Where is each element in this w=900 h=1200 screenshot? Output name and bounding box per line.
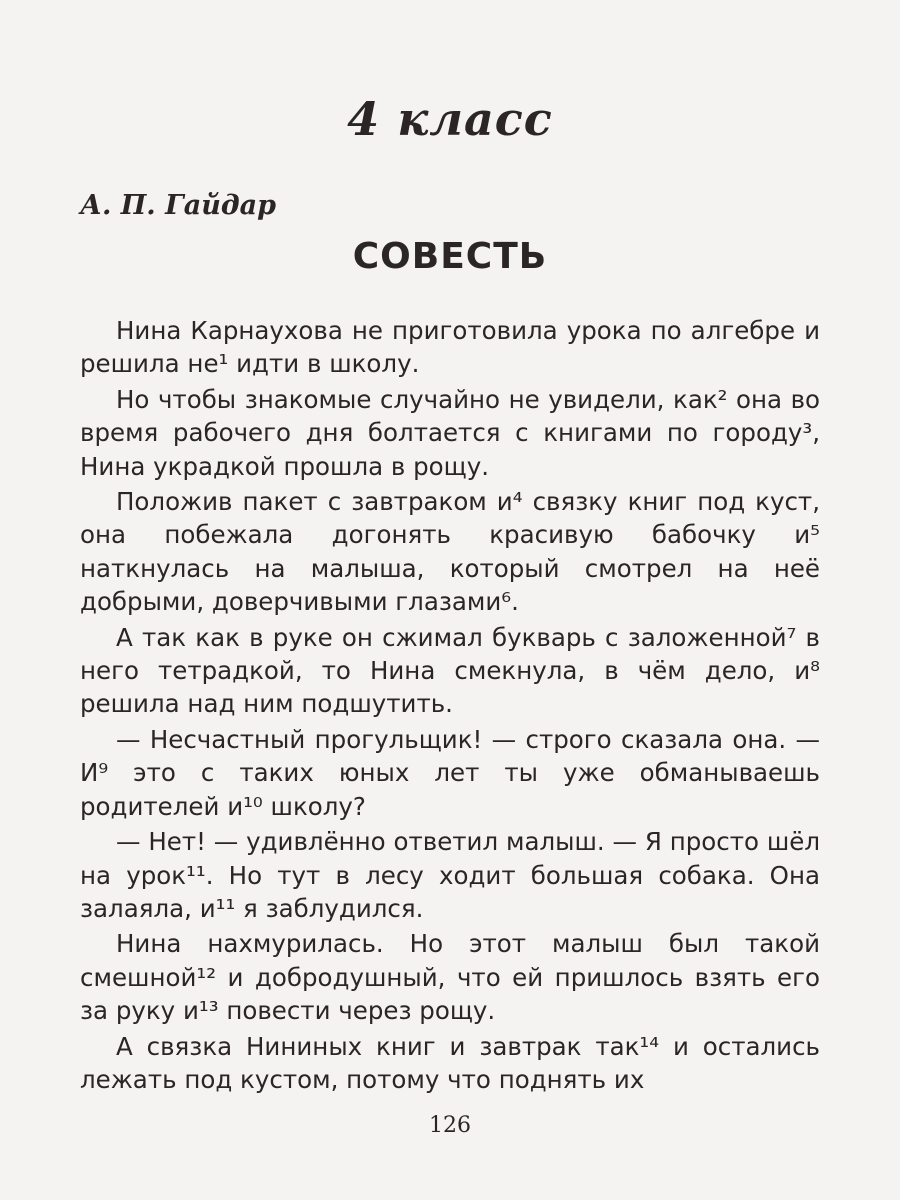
grade-heading: 4 класс <box>347 92 553 146</box>
paragraph: Но чтобы знакомые случайно не увидели, как² она во время рабочего дня болтается с книгами по городу³, Нина украдкой прошла в рощу. <box>80 384 820 481</box>
paragraph: А так как в руке он сжимал букварь с заложенной⁷ в него тетрадкой, то Нина смекнула, в чём дело, и⁸ решила над ним подшутить. <box>80 622 820 719</box>
story-title: СОВЕСТЬ <box>352 236 548 277</box>
paragraph: Нина Карнаухова не приготовила урока по алгебре и решила не¹ идти в школу. <box>80 316 820 379</box>
page-number: 126 <box>429 1113 471 1138</box>
story-text <box>80 314 820 1096</box>
author-name: А. П. Гайдар <box>80 190 277 221</box>
paragraph: — Нет! — удивлённо ответил малыш. — Я просто шёл на урок¹¹. Но тут в лесу ходит большая собака. Она залаяла, и¹¹ я заблудился. <box>80 827 820 923</box>
paragraph: Положив пакет с завтраком и⁴ связку книг под куст, она побежала догонять красивую бабочку и⁵ наткнулась на малыша, который смотрел на неё добрыми, доверчивыми глазами⁶. <box>80 487 820 617</box>
paragraph: Нина нахмурилась. Но этот малыш был такой смешной¹² и добродушный, что ей пришлось взять его за руку и¹³ повести через рощу. <box>80 929 820 1026</box>
paragraph: А связка Нининых книг и завтрак так¹⁴ и остались лежать под кустом, потому что поднять их <box>80 1031 820 1094</box>
paragraph: — Несчастный прогульщик! — строго сказала она. — И⁹ это с таких юных лет ты уже обманываешь родителей и¹⁰ школу? <box>80 724 820 821</box>
